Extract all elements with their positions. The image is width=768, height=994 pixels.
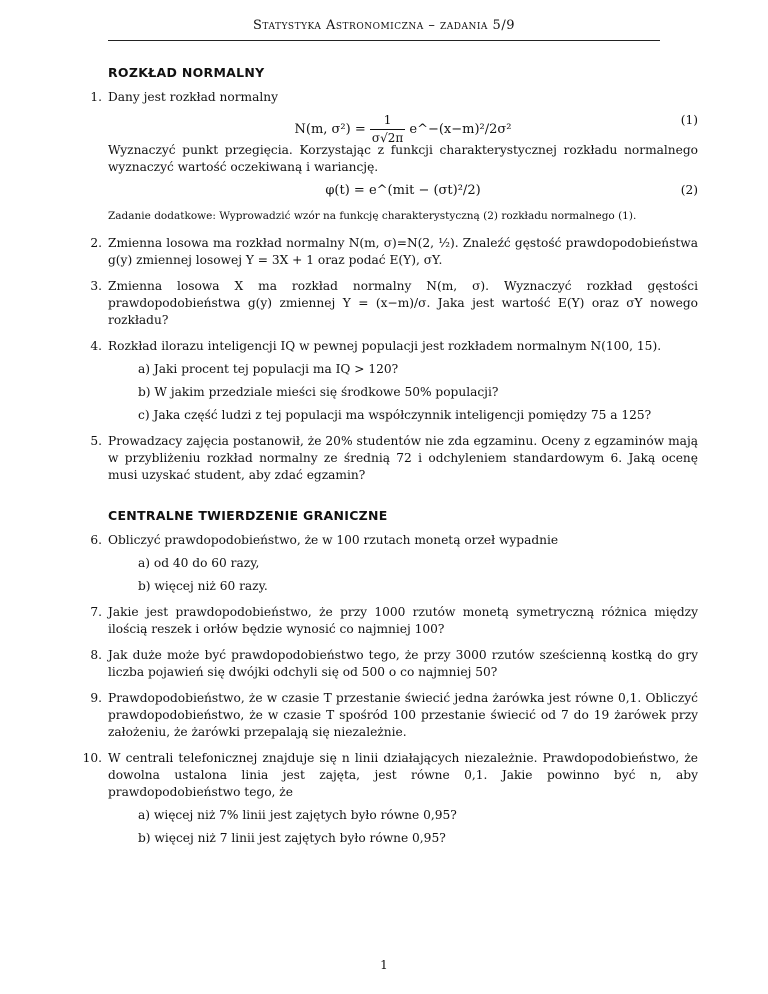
problem-10: 10. W centrali telefonicznej znajduje się n linii działających niezależnie. Prawdopodobieństwo, że dowolna ustalona linia jest zajęta, jest równe 0,1. Jakie powinno być n, aby prawdopodobieństwo tego, że a) więcej niż 7% linii jest zajętych było równe 0,95? b) więcej niż 7 linii jest zajętych było równe 0,95? bbox=[82, 751, 698, 845]
problem-text: Jak duże może być prawdopodobieństwo tego, że przy 3000 rzutów sześcienną kostką do gry liczba pojawień się dwójki odchyli się od 500 o co najmniej 50? bbox=[108, 648, 698, 679]
problem-text: Dany jest rozkład normalny bbox=[108, 90, 278, 104]
problem-text: Obliczyć prawdopodobieństwo, że w 100 rzutach monetą orzeł wypadnie bbox=[108, 533, 559, 547]
sub-item: b) więcej niż 60 razy. bbox=[138, 579, 268, 593]
sub-item: b) więcej niż 7 linii jest zajętych było równe 0,95? bbox=[138, 831, 446, 845]
sub-list bbox=[108, 361, 698, 424]
eq1-fraction: $\frac{1}{\sigma√2\pi}$ bbox=[371, 113, 404, 145]
problem-6: 6. Obliczyć prawdopodobieństwo, że w 100 rzutach monetą orzeł wypadnie a) od 40 do 60 razy, b) więcej niż 60 razy. bbox=[78, 532, 698, 595]
problem-4: 4. Rozkład ilorazu inteligencji IQ w pewnej populacji jest rozkładem normalnym N(100, 15). a) Jaki procent tej populacji ma IQ > 120? b) W jakim przedziale mieści się środkowe 50% populacji? c) Jaka część ludzi z tej populacji ma współczynnik inteligencji pomiędzy 75 a 125? bbox=[78, 338, 698, 424]
sub-item: a) Jaki procent tej populacji ma IQ > 120? bbox=[138, 362, 399, 376]
problem-1 bbox=[78, 89, 698, 225]
problem-8: 8. Jak duże może być prawdopodobieństwo tego, że przy 3000 rzutów sześcienną kostką do gry liczba pojawień się dwójki odchyli się od 500 o co najmniej 50? bbox=[90, 648, 698, 679]
additional-task-note: Zadanie dodatkowe: Wyprowadzić wzór na funkcję charakterystyczną (2) rozkładu normalnego (1). bbox=[108, 210, 637, 222]
problem-9: 9. Prawdopodobieństwo, że w czasie T przestanie świecić jedna żarówka jest równe 0,1. Obliczyć prawdopodobieństwo, że w czasie T spośród 100 przestanie świecić od 7 do 19 żarówek przy założeniu, że żarówki przepalają się niezależnie. bbox=[90, 691, 698, 739]
sub-item: c) Jaka część ludzi z tej populacji ma współczynnik inteligencji pomiędzy 75 a 125? bbox=[138, 408, 652, 422]
header-rule bbox=[108, 40, 660, 41]
eq2-label: (2) bbox=[680, 183, 698, 197]
problem-text: Prawdopodobieństwo, że w czasie T przestanie świecić jedna żarówka jest równe 0,1. Obliczyć prawdopodobieństwo, że w czasie T spośród 100 przestanie świecić od 7 do 19 żarówek przy założeniu, że żarówki przepalają się niezależnie. bbox=[108, 691, 698, 739]
problem-text: W centrali telefonicznej znajduje się n linii działających niezależnie. Prawdopodobieństwo, że dowolna ustalona linia jest zajęta, jest równe 0,1. Jakie powinno być n, aby prawdopodobieństwo tego, że bbox=[108, 751, 698, 799]
problem-text: Jakie jest prawdopodobieństwo, że przy 1000 rzutów monetą symetryczną różnica między ilością reszek i orłów będzie wynosić co najmniej 100? bbox=[108, 605, 698, 636]
eq1-lhs: N(m, σ²) = bbox=[294, 122, 366, 137]
eq1-exponential: e^−(x−m)²/2σ² bbox=[409, 122, 512, 137]
page-number: 1 bbox=[380, 958, 388, 972]
section-title-clt: CENTRALNE TWIERDZENIE GRANICZNE bbox=[108, 508, 388, 523]
sub-item: a) od 40 do 60 razy, bbox=[138, 556, 260, 570]
page-header: Statystyka Astronomiczna – zadania 5/9 bbox=[253, 18, 515, 33]
problem-number: 1. bbox=[90, 90, 102, 104]
problem-text: Zmienna losowa ma rozkład normalny N(m, σ)=N(2, ½). Znaleźć gęstość prawdopodobieństwa g(y) zmiennej losowej Y = 3X + 1 oraz podać E(Y), σY. bbox=[108, 236, 698, 267]
problem-text: Zmienna losowa X ma rozkład normalny N(m, σ). Wyznaczyć rozkład gęstości prawdopodobieństwa g(y) zmiennej Y = (x−m)/σ. Jaka jest wartość E(Y) oraz σY nowego rozkładu? bbox=[108, 279, 698, 327]
problem-3: 3. Zmienna losowa X ma rozkład normalny N(m, σ). Wyznaczyć rozkład gęstości prawdopodobieństwa g(y) zmiennej Y = (x−m)/σ. Jaka jest wartość E(Y) oraz σY nowego rozkładu? bbox=[90, 279, 698, 327]
problem-2: 2. Zmienna losowa ma rozkład normalny N(m, σ)=N(2, ½). Znaleźć gęstość prawdopodobieństwa g(y) zmiennej losowej Y = 3X + 1 oraz podać E(Y), σY. bbox=[90, 236, 698, 267]
sub-item: b) W jakim przedziale mieści się środkowe 50% populacji? bbox=[138, 385, 499, 399]
sub-list bbox=[108, 807, 698, 847]
problem-text: Wyznaczyć punkt przegięcia. Korzystając z funkcji charakterystycznej rozkładu normalnego wyznaczyć wartość oczekiwaną i wariancję. bbox=[108, 143, 698, 174]
problem-7: 7. Jakie jest prawdopodobieństwo, że przy 1000 rzutów monetą symetryczną różnica między ilością reszek i orłów będzie wynosić co najmniej 100? bbox=[90, 605, 698, 636]
eq1-label: (1) bbox=[680, 113, 698, 127]
sub-list bbox=[108, 555, 698, 595]
equation-2: φ(t) = e^(mit − (σt)²/2) (2) bbox=[325, 183, 698, 198]
equation-1 bbox=[108, 106, 698, 145]
sub-item: a) więcej niż 7% linii jest zajętych było równe 0,95? bbox=[138, 808, 457, 822]
problem-text: Rozkład ilorazu inteligencji IQ w pewnej populacji jest rozkładem normalnym N(100, 15). bbox=[108, 339, 662, 353]
problem-text: Prowadzacy zajęcia postanowił, że 20% studentów nie zda egzaminu. Oceny z egzaminów mają w przybliżeniu rozkład normalny ze średnią 72 i odchyleniem standardowym 6. Jaką ocenę musi uzyskać student, aby zdać egzamin? bbox=[108, 434, 698, 482]
content bbox=[78, 64, 698, 856]
section-title-normal: ROZKŁAD NORMALNY bbox=[108, 65, 265, 80]
problem-5: 5. Prowadzacy zajęcia postanowił, że 20% studentów nie zda egzaminu. Oceny z egzaminów mają w przybliżeniu rozkład normalny ze średnią 72 i odchyleniem standardowym 6. Jaką ocenę musi uzyskać student, aby zdać egzamin? bbox=[90, 434, 698, 482]
